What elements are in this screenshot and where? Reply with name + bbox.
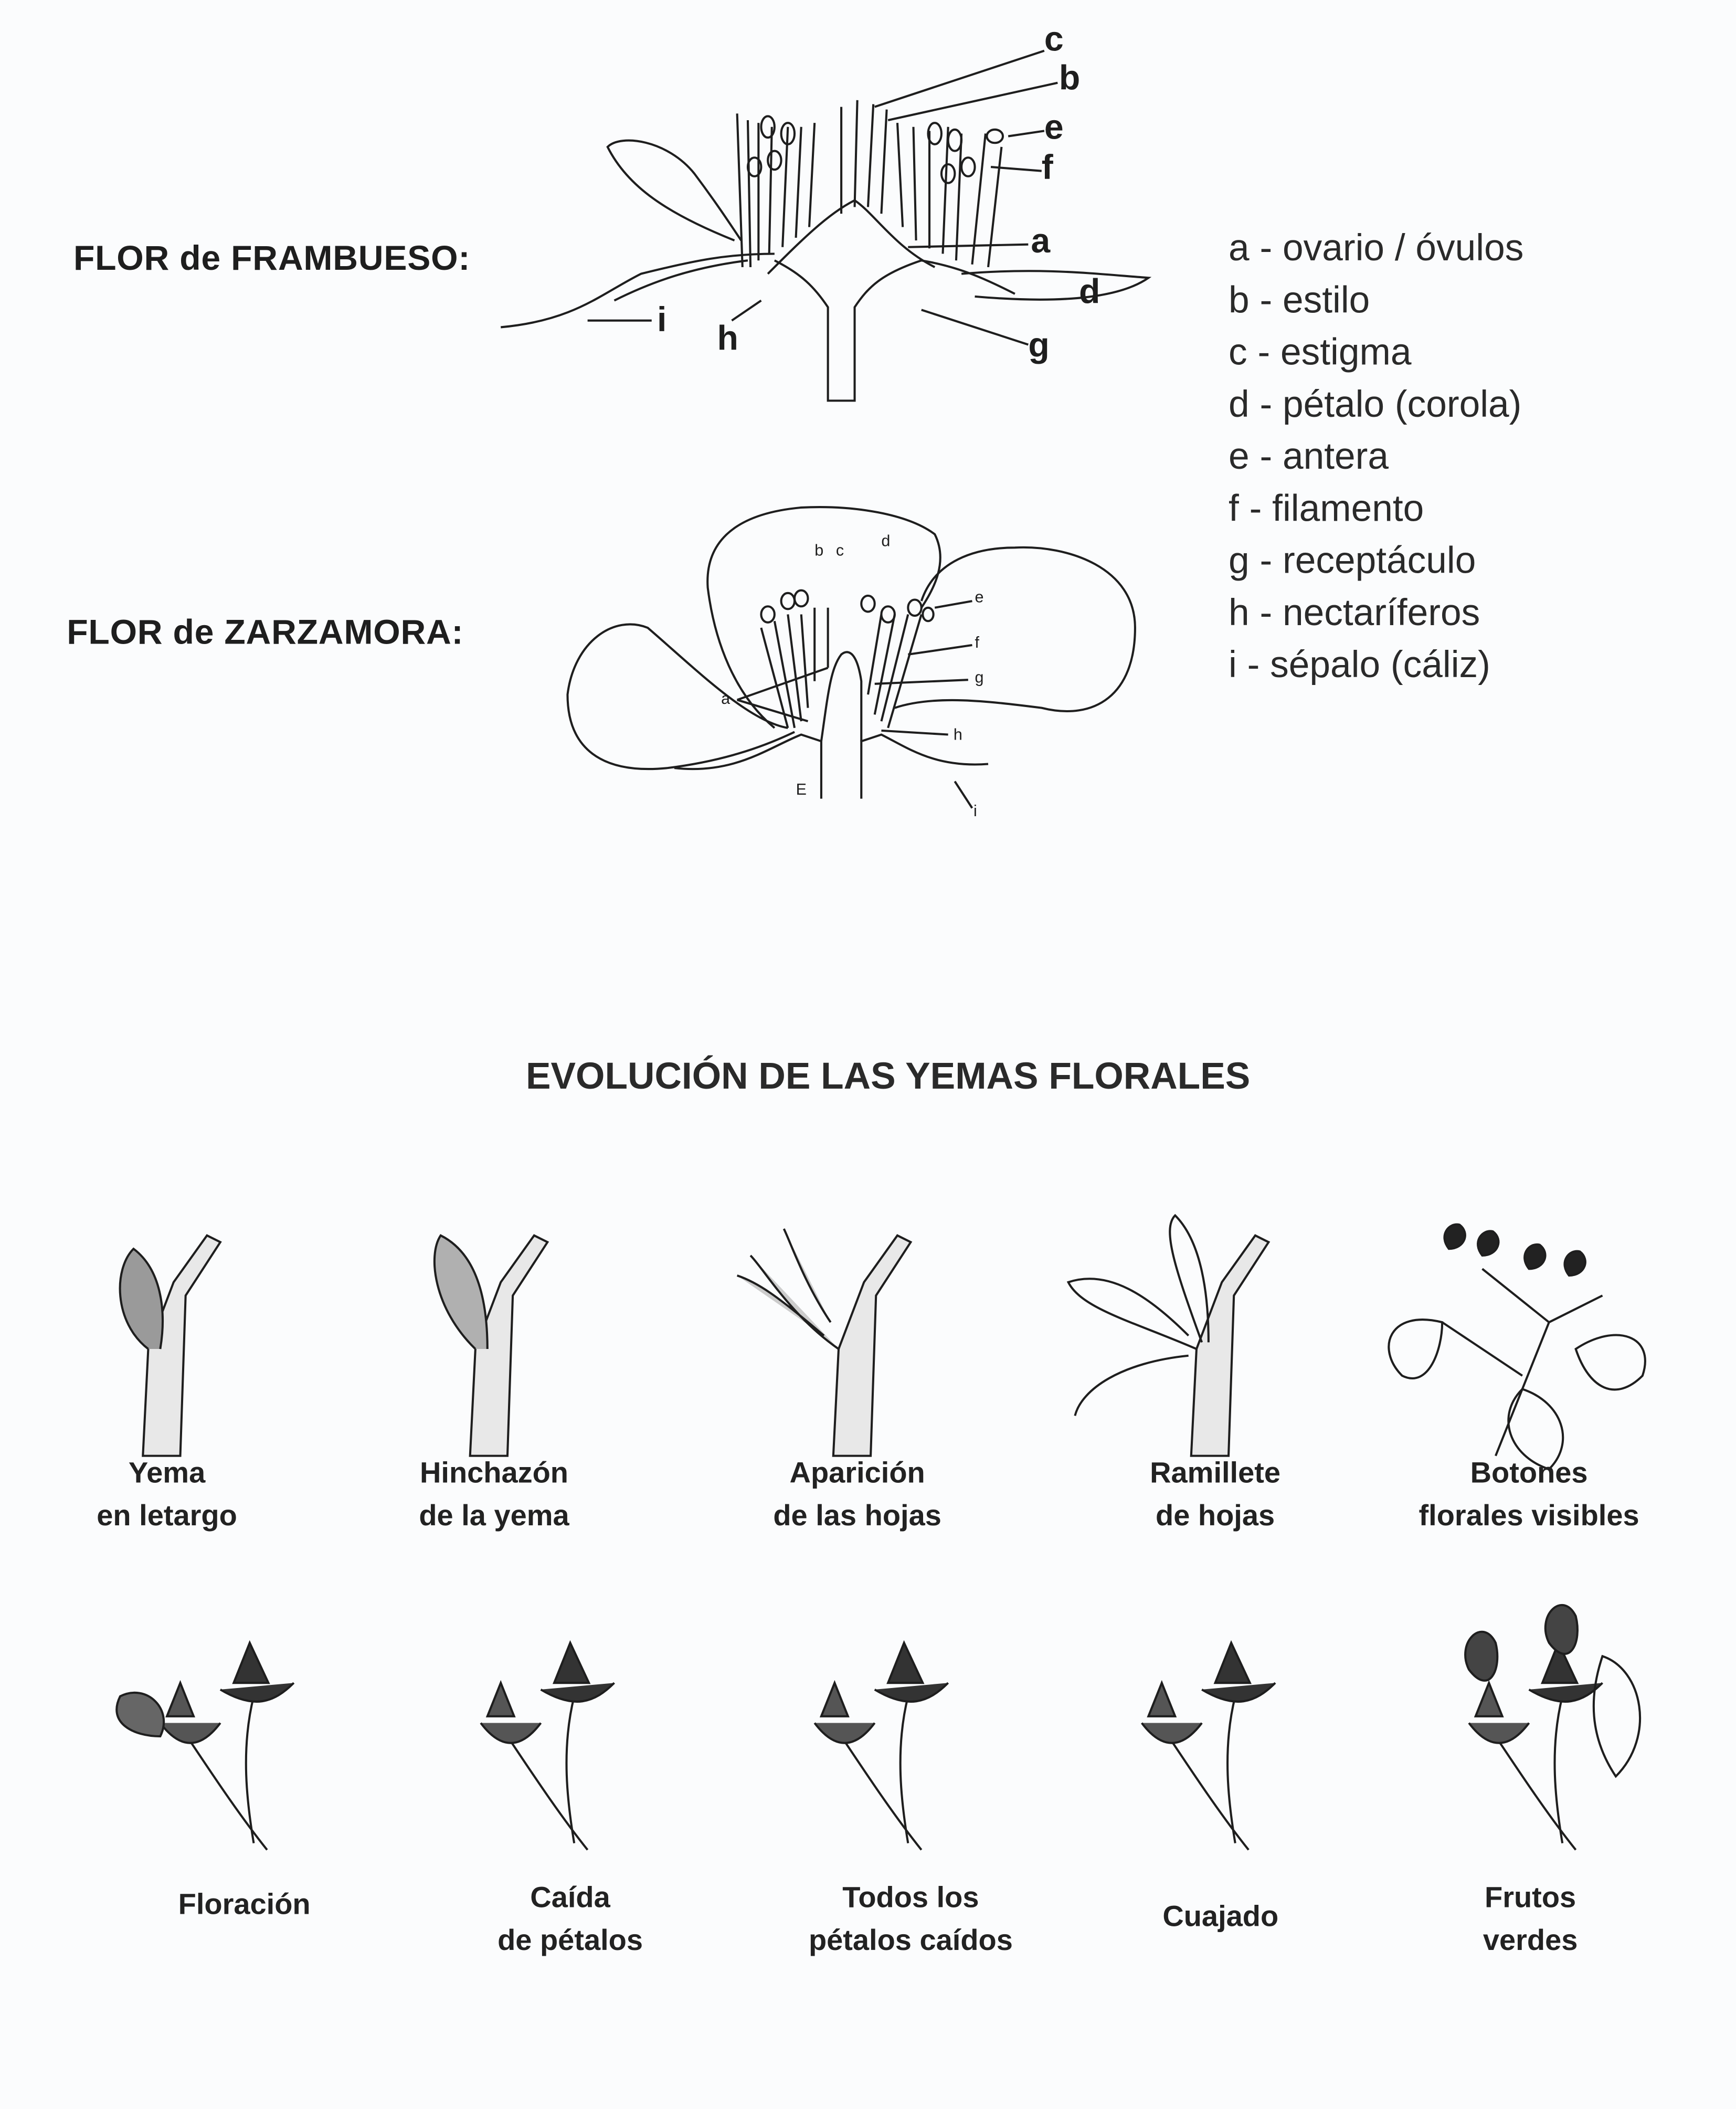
- stamens: [737, 100, 1003, 267]
- bud-stage-1-drawing: [120, 1236, 220, 1456]
- bud-stage-3-drawing: [737, 1229, 911, 1456]
- zarzamora-label-g: g: [975, 668, 984, 687]
- stage-caption: Yema en letargo: [97, 1456, 237, 1532]
- stage-caption: Hinchazón de la yema: [419, 1456, 569, 1532]
- frambueso-title: FLOR de FRAMBUESO:: [73, 237, 471, 278]
- stage-caption: Aparición de las hojas: [773, 1456, 941, 1532]
- stage-caption: Todos los pétalos caídos: [808, 1880, 1013, 1957]
- bud-stage-7-drawing: [481, 1643, 614, 1850]
- legend-item: g - receptáculo: [1229, 540, 1476, 581]
- evolution-title: EVOLUCIÓN DE LAS YEMAS FLORALES: [526, 1055, 1251, 1097]
- frambueso-label-h: h: [717, 318, 738, 358]
- zarzamora-label-e: e: [975, 587, 984, 607]
- zarzamora-label-d: d: [881, 531, 891, 551]
- zarzamora-title: FLOR de ZARZAMORA:: [67, 611, 464, 652]
- frambueso-label-g: g: [1028, 324, 1050, 365]
- frambueso-label-i: i: [657, 299, 667, 340]
- parts-legend: [1229, 222, 1523, 690]
- bud-stage-9-drawing: [1142, 1643, 1275, 1850]
- legend-item: d - pétalo (corola): [1229, 383, 1522, 425]
- legend-item: h - nectaríferos: [1229, 592, 1480, 634]
- zarzamora-label-h: h: [953, 725, 962, 744]
- legend-item: a - ovario / óvulos: [1229, 227, 1524, 269]
- frambueso-label-e: e: [1044, 107, 1064, 147]
- stage-caption: Botones florales visibles: [1419, 1456, 1639, 1532]
- stage-caption: Cuajado: [1162, 1899, 1279, 1933]
- zarzamora-label-a: a: [721, 689, 731, 708]
- frambueso-label-f: f: [1041, 146, 1053, 187]
- bud-stage-5-drawing: [1389, 1225, 1645, 1469]
- legend-item: e - antera: [1229, 435, 1389, 477]
- legend-item: b - estilo: [1229, 279, 1370, 321]
- zarzamora-label-f: f: [975, 633, 980, 652]
- frambueso-label-c: c: [1044, 18, 1064, 59]
- bud-stage-10-drawing: [1465, 1605, 1640, 1850]
- zarzamora-label-E: E: [796, 780, 807, 799]
- stage-caption: Caída de pétalos: [497, 1880, 643, 1957]
- bud-stage-2-drawing: [435, 1236, 547, 1456]
- stage-caption: Floración: [178, 1887, 311, 1921]
- bud-stage-6-drawing: [117, 1643, 294, 1850]
- frambueso-label-d: d: [1079, 271, 1100, 311]
- bud-stage-drawings: [0, 0, 2, 2]
- legend-item: i - sépalo (cáliz): [1229, 644, 1490, 686]
- legend-item: f - filamento: [1229, 487, 1424, 529]
- bud-stage-4-drawing: [1068, 1216, 1269, 1456]
- frambueso-label-a: a: [1031, 220, 1051, 261]
- stamens: [761, 590, 933, 728]
- zarzamora-label-i: i: [973, 801, 977, 820]
- zarzamora-label-b: b: [814, 541, 824, 560]
- stage-caption: Ramillete de hojas: [1150, 1456, 1281, 1532]
- frambueso-label-b: b: [1058, 57, 1081, 98]
- bud-stage-8-drawing: [814, 1643, 948, 1850]
- legend-item: c - estigma: [1229, 331, 1412, 373]
- zarzamora-label-c: c: [835, 541, 844, 560]
- stage-caption: Frutos verdes: [1483, 1880, 1578, 1957]
